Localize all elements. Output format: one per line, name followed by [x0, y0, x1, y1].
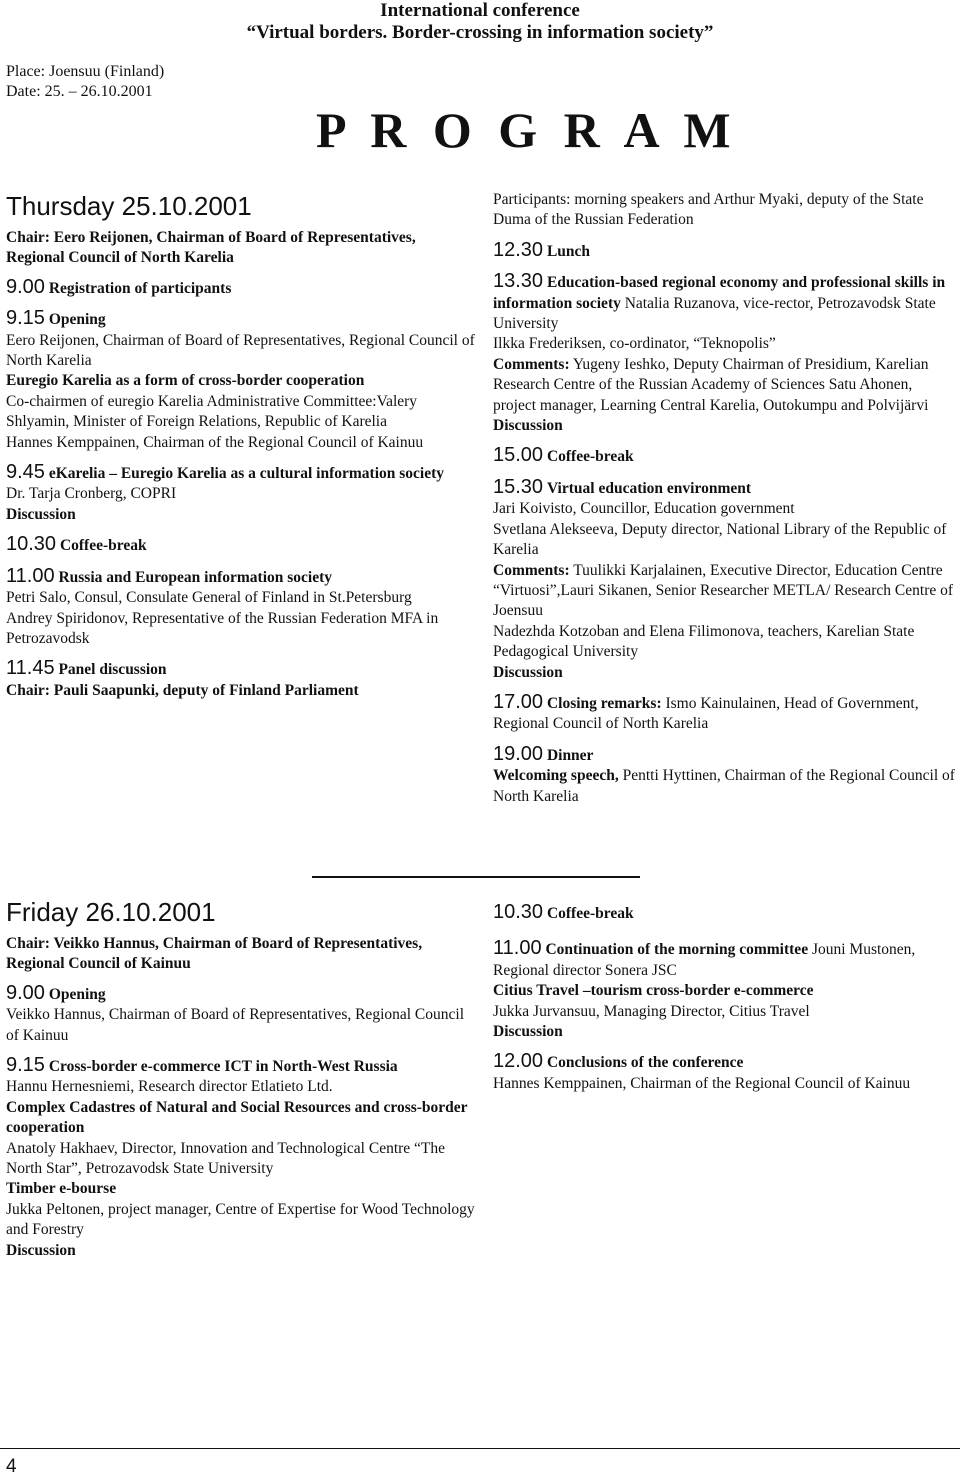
session-speaker: Eero Reijonen, Chairman of Board of Representatives, Regional Council of North Karelia: [6, 331, 475, 370]
session-chair: Chair: Pauli Saapunki, deputy of Finland Parliament: [6, 681, 359, 699]
session-speaker: Ismo Kainulainen, Head of Government, Regional Council of North Karelia: [493, 694, 919, 733]
session-discussion: Discussion: [493, 417, 563, 435]
session-time: 17.00: [493, 690, 544, 713]
session-ekarelia: [6, 462, 476, 525]
session-time: 9.00: [6, 981, 45, 1004]
session-continuation: [493, 938, 955, 1042]
page-number: 4: [6, 1456, 17, 1477]
comments-label: Comments:: [493, 561, 570, 579]
session-time: 13.30: [493, 270, 544, 293]
session-opening: [6, 308, 476, 453]
session-speaker: Ilkka Frederiksen, co-ordinator, “Teknopolis”: [493, 335, 776, 353]
session-speaker: Veikko Hannus, Chairman of Board of Representatives, Regional Council of Kainuu: [6, 1006, 465, 1044]
session-speaker: Andrey Spiridonov, Representative of the Russian Federation MFA in Petrozavodsk: [6, 609, 439, 647]
session-time: 11.00: [493, 937, 542, 960]
session-time: 15.00: [493, 444, 544, 467]
session-time: 9.00: [6, 275, 45, 298]
program-title: P R O G R A M: [316, 102, 738, 158]
session-time: 12.00: [493, 1050, 544, 1073]
conference-header: [160, 0, 800, 44]
session-speaker: Svetlana Alekseeva, Deputy director, National Library of the Republic of Karelia: [493, 520, 947, 559]
session-speaker: Hannu Hernesniemi, Research director Etlatieto Ltd.: [6, 1078, 333, 1096]
session-title: Continuation of the morning committee: [545, 941, 809, 959]
session-title: Coffee-break: [59, 537, 147, 555]
session-time: 10.30: [493, 901, 544, 923]
session-title: Russia and European information society: [58, 568, 333, 586]
session-speaker: Yugeny Ieshko, Deputy Chairman of Presidium, Karelian Research Centre of the Russian Academy of Sciences Satu Ahonen, project manager, Learning Central Karelia, Outokumpu and Polvijärvi: [493, 355, 929, 414]
session-speaker: Hannes Kemppainen, Chairman of the Regional Council of Kainuu: [493, 1074, 911, 1092]
session-registration: [6, 277, 476, 299]
session-panel: [6, 658, 476, 701]
day-separator: [312, 876, 640, 878]
session-speaker: Petri Salo, Consul, Consulate General of Finland in St.Petersburg: [6, 589, 412, 607]
session-lunch: [493, 240, 955, 262]
session-time: 10.30: [6, 533, 57, 556]
session-title: Lunch: [546, 242, 591, 260]
session-speaker: Jukka Peltonen, project manager, Centre of Expertise for Wood Technology and Forestry: [6, 1200, 475, 1239]
session-speaker: Jari Koivisto, Councillor, Education government: [493, 500, 795, 518]
session-title: Conclusions of the conference: [546, 1054, 744, 1072]
session-time: 9.15: [6, 307, 45, 330]
session-time: 9.15: [6, 1054, 45, 1077]
comments-label: Comments:: [493, 355, 570, 373]
session-speaker: Jouni Mustonen, Regional director Sonera JSC: [493, 941, 916, 979]
session-title: eKarelia – Euregio Karelia as a cultural information society: [48, 465, 445, 483]
session-title: Cross-border e-commerce ICT in North-West Russia: [48, 1058, 398, 1076]
session-title: Education-based regional economy and professional skills in information society: [493, 274, 946, 312]
session-time: 11.45: [6, 657, 55, 680]
session-subtopic: Timber e-bourse: [6, 1180, 117, 1198]
conference-title: International conference: [380, 0, 580, 21]
session-discussion: Discussion: [493, 1023, 563, 1041]
conference-subtitle: “Virtual borders. Border-crossing in information society”: [246, 22, 714, 43]
thursday-chair: Chair: Eero Reijonen, Chairman of Board of Representatives, Regional Council of North Karelia: [6, 229, 416, 267]
session-speaker: Jukka Jurvansuu, Managing Director, Citius Travel: [493, 1002, 810, 1020]
session-title: Virtual education environment: [546, 479, 752, 497]
session-time: 11.00: [6, 564, 55, 587]
session-title: Opening: [48, 985, 106, 1003]
date: Date: 25. – 26.10.2001: [6, 83, 153, 100]
session-discussion: Discussion: [6, 1241, 76, 1259]
session-coffee: [493, 902, 955, 924]
participants-note: Participants: morning speakers and Arthur Myaki, deputy of the State Duma of the Russian Federation: [493, 191, 924, 229]
session-speaker: Natalia Ruzanova, vice-rector, Petrozavodsk State University: [493, 294, 936, 333]
session-speaker: Co-chairmen of euregio Karelia Administrative Committee:Valery Shlyamin, Minister of Foreign Relations, Republic of Karelia: [6, 392, 418, 431]
session-title: Opening: [48, 311, 106, 329]
session-time: 15.30: [493, 475, 544, 498]
friday-title: Friday 26.10.2001: [6, 897, 216, 927]
session-subtopic: Citius Travel –tourism cross-border e-commerce: [493, 982, 814, 1000]
session-dinner: [493, 744, 955, 807]
session-coffee: [6, 534, 476, 556]
session-speaker: Tuulikki Karjalainen, Executive Director, Education Centre “Virtuosi”,Lauri Sikanen, Senior Researcher METLA/ Research Centre of Joensuu: [493, 561, 954, 620]
friday-chair: Chair: Veikko Hannus, Chairman of Board of Representatives, Regional Council of Kainuu: [6, 935, 423, 973]
welcoming-label: Welcoming speech,: [493, 767, 619, 785]
session-speaker: Nadezhda Kotzoban and Elena Filimonova, teachers, Karelian State Pedagogical University: [493, 622, 915, 661]
session-discussion: Discussion: [6, 505, 76, 523]
session-title: Registration of participants: [48, 279, 232, 297]
friday-right-column: [493, 896, 955, 1094]
session-opening: [6, 983, 476, 1046]
session-conclusions: [493, 1051, 955, 1094]
session-russia: [6, 566, 476, 650]
thursday-title: Thursday 25.10.2001: [6, 191, 252, 221]
session-ecommerce: [6, 1055, 476, 1261]
friday-left-column: [6, 896, 476, 1261]
footer-rule: [0, 1448, 960, 1449]
session-speaker: Pentti Hyttinen, Chairman of the Regional Council of North Karelia: [493, 767, 955, 805]
place: Place: Joensuu (Finland): [6, 63, 165, 80]
place-date: [6, 62, 164, 102]
session-speaker: Dr. Tarja Cronberg, COPRI: [6, 485, 177, 503]
session-title: Coffee-break: [546, 448, 634, 466]
session-discussion: Discussion: [493, 663, 563, 681]
session-time: 19.00: [493, 742, 544, 765]
session-education-economy: [493, 271, 955, 436]
session-coffee: [493, 445, 955, 467]
session-time: 9.45: [6, 461, 45, 484]
session-title: Closing remarks:: [546, 694, 662, 712]
session-virtual-education: [493, 477, 955, 683]
session-title: Panel discussion: [58, 661, 167, 679]
thursday-left-column: [6, 190, 476, 701]
session-subtopic: Complex Cadastres of Natural and Social Resources and cross-border cooperation: [6, 1098, 468, 1137]
session-subtopic: Euregio Karelia as a form of cross-border cooperation: [6, 372, 365, 390]
session-title: Dinner: [546, 746, 594, 764]
session-title: Coffee-break: [546, 905, 634, 922]
thursday-right-column: [493, 190, 955, 807]
session-speaker: Anatoly Hakhaev, Director, Innovation and Technological Centre “The North Star”, Petrozavodsk State University: [6, 1139, 446, 1178]
session-speaker: Hannes Kemppainen, Chairman of the Regional Council of Kainuu: [6, 433, 424, 451]
session-time: 12.30: [493, 238, 544, 261]
session-closing: [493, 692, 955, 735]
